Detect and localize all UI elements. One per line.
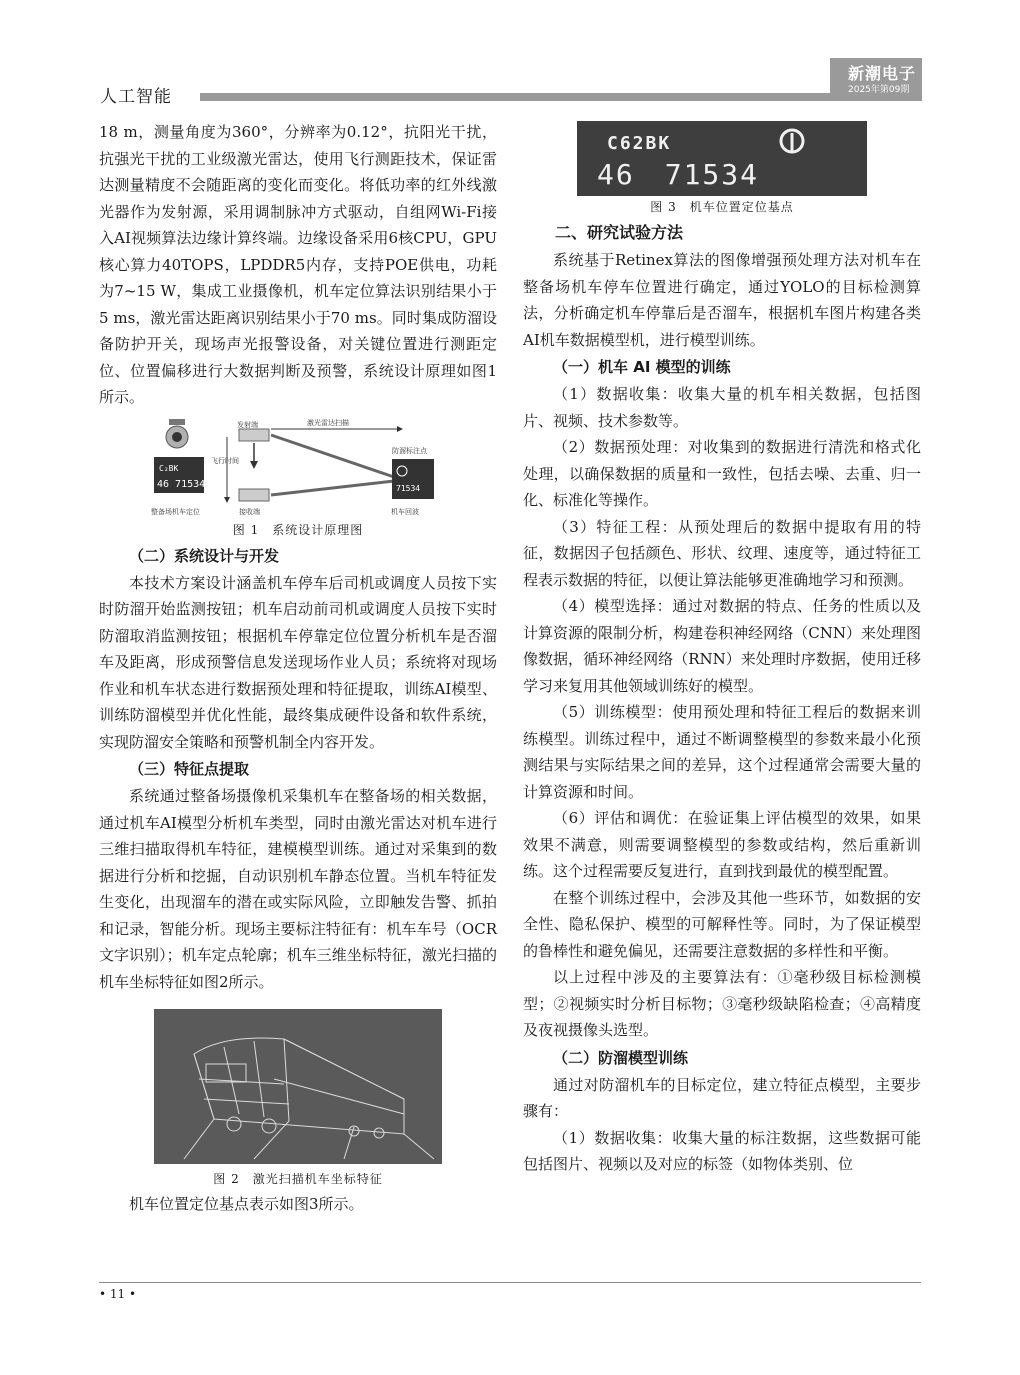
fig1-label-receiver: 接收端 [239,507,260,516]
receiver-icon [239,489,269,501]
system-diagram [99,419,497,519]
figure-2-caption: 图 2 激光扫描机车坐标特征 [213,1172,383,1186]
fig1-label-target: 防溜标注点 [392,446,427,455]
fig1-label-emitter: 发射端 [237,420,258,429]
fig1-label-vertical: 飞行时间 [211,456,239,465]
camera-icon [166,419,188,448]
figure-2-laser-scan-image [154,1009,442,1164]
list-item: （5）训练模型：使用预处理和特征工程后的数据来训练模型。训练过程中，通过不断调整模型的参数来最小化预测结果与实际结果之间的差异，这个过程通常会需要大量的计算资源和时间。 [523,703,921,801]
list-item: （1）数据收集：收集大量的机车相关数据，包括图片、视频、技术参数等。 [523,385,921,430]
header-rule [200,93,922,101]
footer-rule [99,1282,921,1283]
paragraph: （1）数据收集：收集大量的标注数据，这些数据可能包括图片、视频以及对应的标签（如物体类别、位 [523,1128,921,1173]
target-plate-icon [392,459,434,499]
laser-scan-illustration [154,1009,442,1164]
svg-text:C₂BK: C₂BK [159,463,179,473]
list-item: （6）评估和调优：在验证集上评估模型的效果，如果效果不满意，则需要调整模型的参数或结构，然后重新训练。这个过程需要反复进行，直到找到最优的模型配置。 [523,809,921,880]
paragraph: 以上过程中涉及的主要算法有：①毫秒级目标检测模型；②视频实时分析目标物；③毫秒级缺陷检查；④高精度及夜视摄像头选型。 [523,968,921,1039]
emitter-icon [239,429,269,441]
paragraph: 18 m，测量角度为360°，分辨率为0.12°，抗阳光干扰，抗强光干扰的工业级激光雷达，使用飞行测距技术，保证雷达测量精度不会随距离的变化而变化。将低功率的红外线激光器作为发射源，采用调制脉冲方式驱动，自组网Wi-Fi接入AI视频算法边缘计算终端。边缘设备采用6核CPU，GPU核心算力40TOPS，LPDDR5内存，支持POE供电，功耗为7~15 W，集成工业摄像机，机车定位算法识别结果小于5 ms，激光雷达距离识别结果小于70 ms。同时集成防溜设备防护开关，现场声光报警设备，对关键位置进行测距定位、位置偏移进行大数据判断及预警，系统设计原理如图1所示。 [99,123,497,406]
paragraph: 本技术方案设计涵盖机车停车后司机或调度人员按下实时防溜开始监测按钮；机车启动前司机或调度人员按下实时防溜取消监测按钮；根据机车停靠定位位置分析机车是否溜车及距离，形成预警信息发送现场作业人员；系统将对现场作业和机车状态进行数据预处理和特征提取，训练AI模型、训练防溜模型并优化性能，最终集成硬件设备和软件系统，实现防溜安全策略和预警机制全内容开发。 [99,573,497,751]
section-heading: （三）特征点提取 [129,760,250,778]
plate-left-icon [154,457,205,493]
section-title: 人工智能 [100,87,172,107]
paragraph: 系统基于Retinex算法的图像增强预处理方法对机车在整备场机车停车位置进行确定，通过YOLO的目标检测算法，分析确定机车停靠后是否溜车，根据机车图片构建各类AI机车数据模型机，进行模型训练。 [523,251,921,349]
svg-text:46 71534: 46 71534 [157,478,206,490]
paragraph: 机车位置定位基点表示如图3所示。 [129,1195,364,1213]
list-item: （2）数据预处理：对收集到的数据进行清洗和格式化处理，以确保数据的质量和一致性，包括去噪、去重、归一化、标准化等操作。 [523,438,921,509]
page-number: • 11 • [99,1287,137,1301]
section-heading: （二）系统设计与开发 [129,546,280,565]
issue-number: 2025年第09期 [848,85,910,95]
list-item: （3）特征工程：从预处理后的数据中提取有用的特征，数据因子包括颜色、形状、纹理、速度等，通过特征工程表示数据的特征，以便让算法能够更准确地学习和预测。 [523,517,921,589]
fig1-label-bottom-right: 机车回波 [391,507,419,516]
paragraph: 在整个训练过程中，会涉及其他一些环节，如数据的安全性、隐私保护、模型的可解释性等。同时，为了保证模型的鲁棒性和避免偏见，还需要注意数据的多样性和平衡。 [523,888,921,960]
fig1-label-bottom-left: 整备场机车定位 [151,507,200,516]
section-heading: 二、研究试验方法 [555,223,684,242]
figure-1-system-diagram [99,419,497,519]
paragraph: 通过对防溜机车的目标定位，建立特征点模型，主要步骤有： [523,1075,921,1120]
magazine-name: 新潮电子 [848,64,917,83]
fig1-label-top: 激光雷达扫描 [307,418,349,427]
right-column [523,121,921,1178]
section-heading: （一）机车 AI 模型的训练 [553,358,731,376]
list-item: （4）模型选择：通过对数据的特点、任务的性质以及计算资源的限制分析，构建卷积神经网络（CNN）来处理图像数据，循环神经网络（RNN）来处理时序数据，使用迁移学习来复用其他领域训练好的模型。 [523,597,921,695]
plate-number: 46 71534 [597,158,760,191]
figure-1-caption: 图 1 系统设计原理图 [232,522,364,537]
paragraph: 系统通过整备场摄像机采集机车在整备场的相关数据，通过机车AI模型分析机车类型，同时由激光雷达对机车进行三维扫描取得机车特征，建模模型训练。通过对采集到的数据进行分析和挖掘，自动识别机车静态位置。当机车特征发生变化，出现溜车的潜在或实际风险，立即触发告警、抓拍和记录，智能分析。现场主要标注特征有：机车车号（OCR文字识别）；机车定点轮廓；机车三维坐标特征，激光扫描的机车坐标特征如图2所示。 [99,787,497,991]
figure-3-plate-image [577,121,867,196]
svg-text:71534: 71534 [396,483,421,493]
section-heading: （二）防溜模型训练 [553,1048,689,1067]
left-column [99,119,497,1218]
plate-model: C62BK [607,133,672,154]
figure-3-caption: 图 3 机车位置定位基点 [650,200,794,214]
